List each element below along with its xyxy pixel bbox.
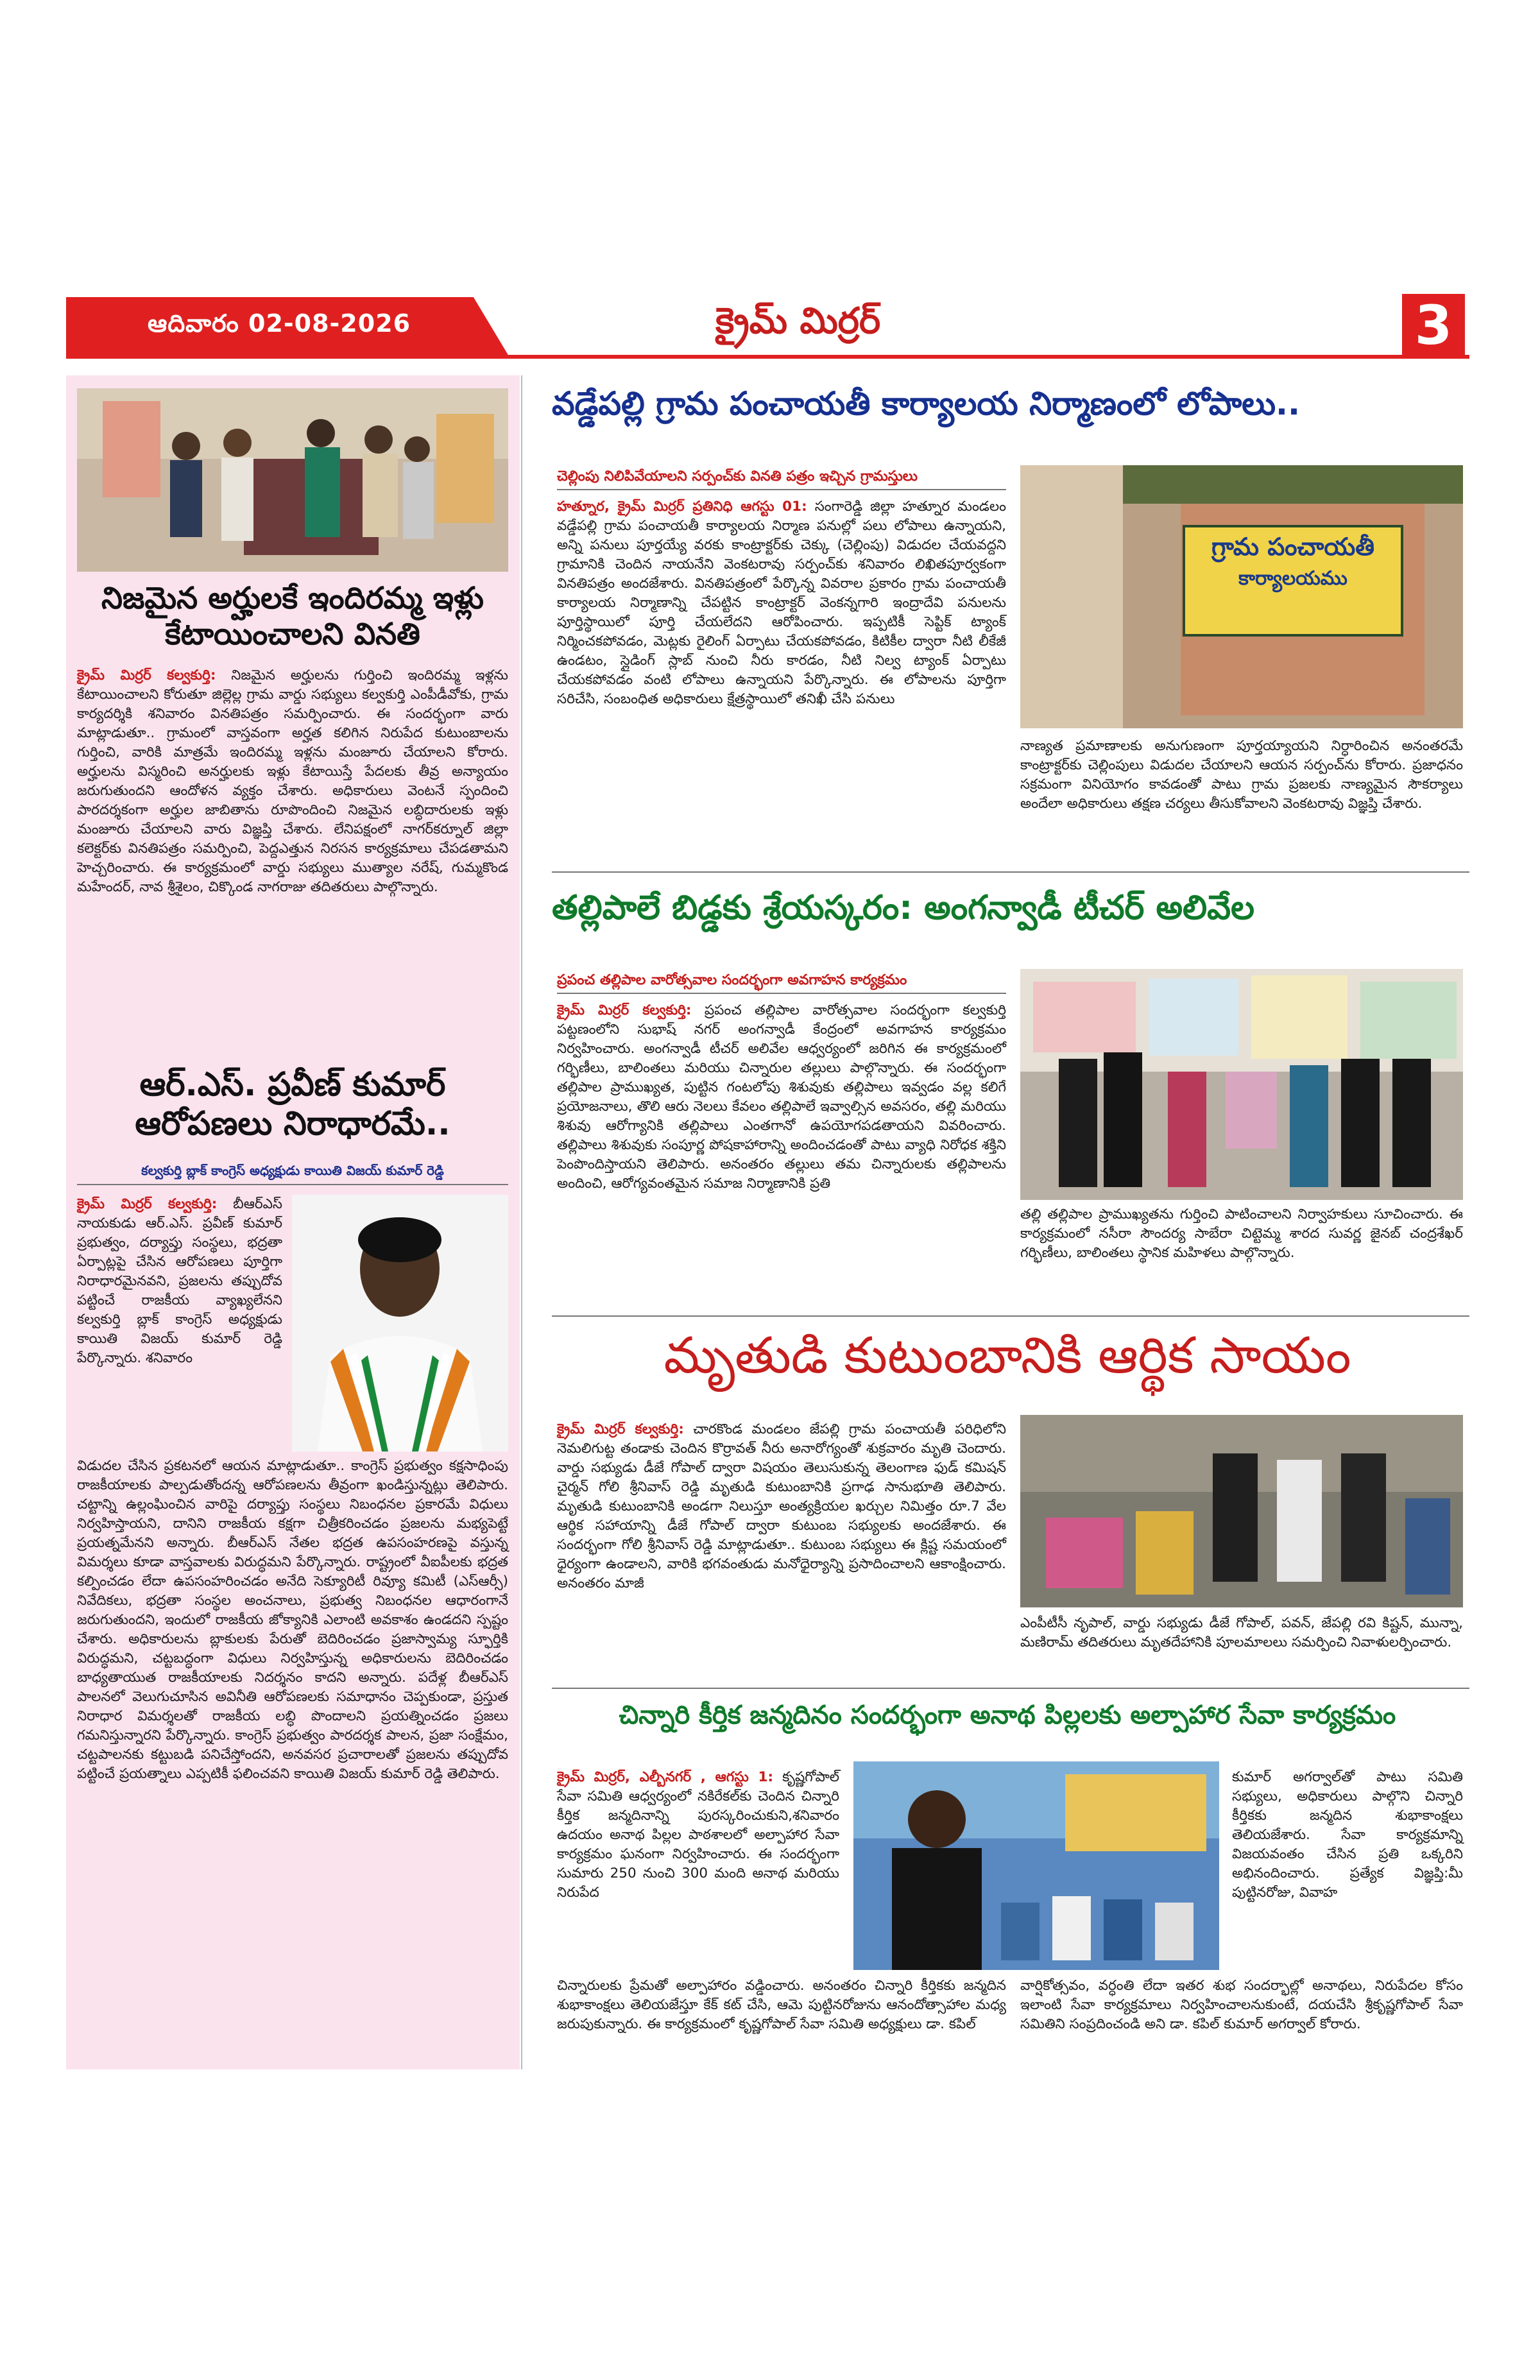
section-rule: [552, 871, 1469, 873]
story-body-breakfast-col2b: [1020, 1976, 1463, 2034]
story-text: సంగారెడ్డి జిల్లా హత్నూర మండలం వడ్డేపల్లి గ్రామ పంచాయతీ కార్యాలయ నిర్మాణ పనుల్లో పలు లోపాలు ఉన్నాయని, అన్ని పనులు పూర్తయ్యే వరకు కాంట్రాక్టర్‌కు చెక్కు (చెల్లింపు) విడుదల చేయవద్దని గ్రామానికి చెందిన నాయనేని వెంకటరావు సర్పంచ్‌కు శనివారం లిఖితపూర్వకంగా వినతిపత్రం అందజేశారు. వినతిపత్రంలో పేర్కొన్న వివరాల ప్రకారం గ్రామ పంచాయతీ కార్యాలయ నిర్మాణాన్ని చేపట్టిన కాంట్రాక్టర్ వెంకన్నగారి ఇంద్రాదేవి పనులను పూర్తిస్థాయిలో పూర్తి చేయలేదని ఆరోపించారు. ఇప్పటికీ సెప్టిక్ ట్యాంక్ నిర్మించకపోవడం, మెట్లకు రైలింగ్ ఏర్పాటు చేయకపోవడం, కిటికీల ద్వారా నీటి లీకేజీ ఉండటం, స్లైడింగ్ స్లాబ్ నుంచి నీరు కారడం, నీటి నిల్వ ట్యాంక్ ఏర్పాటు చేయకపోవడం వంటి లోపాలు ఉన్నాయని పేర్కొన్నారు. ఈ లోపాలను పూర్తిగా సరిచేసి, సంబంధిత అధికారులు క్షేత్రస్థాయిలో తనిఖీ చేసి పనులు: [557, 499, 1006, 707]
story-text: నాణ్యత ప్రమాణాలకు అనుగుణంగా పూర్తయ్యాయని నిర్ధారించిన అనంతరమే కాంట్రాక్టర్‌కు చెల్లింపులు విడుదల చేయాలని ఆయన సర్పంచ్‌ను కోరారు. ప్రజాధనం సక్రమంగా వినియోగం కావడంతో పాటు గ్రామ ప్రజలకు నాణ్యమైన సౌకర్యాలు అందేలా అధికారులు తక్షణ చర్యలు తీసుకోవాలని వెంకటరావు విజ్ఞప్తి చేశారు.: [1020, 738, 1463, 812]
story-headline-breastfeeding: తల్లిపాలే బిడ్డకు శ్రేయస్కరం: అంగన్వాడీ టీచర్ అలివేల: [552, 889, 1254, 927]
sign-line-1: గ్రామ పంచాయతీ: [1211, 533, 1375, 561]
story-body-breakfast-col1b: [557, 1976, 1006, 2034]
story-subhead-allegations: కల్వకుర్తి బ్లాక్ కాంగ్రెస్ అధ్యక్షుడు కాయితి విజయ్ కుమార్ రెడ్డి: [141, 1163, 444, 1178]
sign-text: [1190, 533, 1396, 594]
story-body-panchayat: [557, 497, 1006, 709]
story-text: ఎంపీటీసీ నృపాల్, వార్డు సభ్యుడు డీజే గోపాల్, పవన్, జేపల్లి రవి కిష్టన్, మున్నా, మణిరామ్ తదితరులు మృతదేహానికి పూలమాలలు సమర్పించి నివాళులర్పించారు.: [1020, 1615, 1463, 1650]
masthead-logo-text: క్రైమ్ మిర్రర్: [715, 300, 881, 342]
story-text: వార్షికోత్సవం, వర్ధంతి లేదా ఇతర శుభ సందర్భాల్లో అనాథలు, నిరుపేదల కోసం ఇలాంటి సేవా కార్యక్రమాలు నిర్వహించాలనుకుంటే, దయచేసి శ్రీకృష్ణగోపాల్ సేవా సమితిని సంప్రదించండి అని డా. కపిల్ కుమార్ అగర్వాల్ కోరారు.: [1020, 1978, 1463, 2032]
story-text: బీఆర్ఎస్ నాయకుడు ఆర్.ఎస్. ప్రవీణ్ కుమార్ ప్రభుత్వం, దర్యాప్తు సంస్థలు, భద్రతా ఏర్పాట్లపై చేసిన ఆరోపణలు పూర్తిగా నిరాధారమైనవని, ప్రజలను తప్పుదోవ పట్టించే రాజకీయ వ్యాఖ్యలేనని కల్వకుర్తి బ్లాక్ కాంగ్రెస్ అధ్యక్షుడు కాయితి విజయ్ కుమార్ రెడ్డి పేర్కొన్నారు. శనివారం: [77, 1196, 282, 1366]
story-headline-housing: నిజమైన అర్హులకే ఇందిరమ్మ ఇళ్లు కేటాయించాలని వినతి: [101, 581, 484, 653]
header-rule: [66, 355, 1469, 359]
section-rule: [552, 1315, 1469, 1317]
story-body-breastfeeding-cont: [1020, 1205, 1463, 1263]
subhead-rule: [557, 489, 1006, 490]
story-body-breakfast-col2a: [1232, 1768, 1463, 1903]
column-divider: [521, 375, 522, 2069]
portrait-photo-congress-leader: [292, 1195, 508, 1451]
story-text: నిజమైన అర్హులను గుర్తించి ఇందిరమ్మ ఇళ్లను కేటాయించాలని కోరుతూ జిల్లెల్ల గ్రామ వార్డు సభ్యులు కల్వకుర్తి ఎంపీడీవోకు, గ్రామ కార్యదర్శికి శనివారం వినతిపత్రం సమర్పించారు. ఈ సందర్భంగా వారు మాట్లాడుతూ.. గ్రామంలో వాస్తవంగా అర్హత కలిగిన నిరుపేద కుటుంబాలను గుర్తించి, వారికి మాత్రమే ఇందిరమ్మ ఇళ్లను మంజూరు చేయాలని కోరారు. అర్హులను విస్మరించి అనర్హులకు ఇళ్లు కేటాయిస్తే పేదలకు తీవ్ర అన్యాయం జరుగుతుందని ఆందోళన వ్యక్తం చేశారు. అధికారులు వెంటనే స్పందించి పారదర్శకంగా అర్హుల జాబితాను రూపొందించి నిజమైన లబ్ధిదారులకు ఇళ్లు మంజూరు చేయాలని వారు విజ్ఞప్తి చేశారు. లేనిపక్షంలో నాగర్‌కర్నూల్ జిల్లా కలెక్టర్‌కు వినతిపత్రం సమర్పించి, పెద్దఎత్తున నిరసన కార్యక్రమాలు చేపడతామని హెచ్చరించారు. ఈ కార్యక్రమంలో వార్డు సభ్యులు ముత్యాల నరేష్, గుమ్మకొండ మహేందర్, నావ శ్రీశైలం, చిక్కొండ నాగరాజు తదితరులు పాల్గొన్నారు.: [77, 667, 508, 895]
story-text: తల్లి తల్లిపాల ప్రాముఖ్యతను గుర్తించి పాటించాలని నిర్వాహకులు సూచించారు. ఈ కార్యక్రమంలో నసీరా సౌందర్య సాబేరా చిట్టెమ్మ శారద సువర్ణ జైనబ్ చంద్రశేఖర్ గర్భిణీలు, బాలింతలు స్థానిక మహిళలు పాల్గొన్నారు.: [1020, 1206, 1463, 1261]
story-subhead-panchayat: చెల్లింపు నిలిపివేయాలని సర్పంచ్‌కు వినతి పత్రం ఇచ్చిన గ్రామస్తులు: [557, 468, 918, 484]
sign-line-2: కార్యాలయము: [1238, 567, 1348, 590]
subhead-rule: [77, 1184, 508, 1185]
byline: క్రైమ్ మిర్రర్ కల్వకుర్తి:: [77, 667, 216, 683]
story-text: కృష్ణగోపాల్ సేవా సమితి ఆధ్వర్యంలో నకిరేకల్‌కు చెందిన చిన్నారి కీర్తిక జన్మదినాన్ని పురస్కరించుకుని,శనివారం ఉదయం అనాథ పిల్లల పాఠశాలలో అల్పాహార సేవా కార్యక్రమం ఘనంగా నిర్వహించారు. ఈ సందర్భంగా సుమారు 250 నుంచి 300 మంది అనాథ మరియు నిరుపేద: [557, 1769, 839, 1901]
story-text: విడుదల చేసిన ప్రకటనలో ఆయన మాట్లాడుతూ.. కాంగ్రెస్ ప్రభుత్వం కక్షసాధింపు రాజకీయాలకు పాల్పడుతోందన్న ఆరోపణలను తీవ్రంగా ఖండిస్తున్నట్లు తెలిపారు. చట్టాన్ని ఉల్లంఘించిన వారిపై దర్యాప్తు సంస్థలు నిబంధనల ప్రకారమే విధులు నిర్వహిస్తాయని, దానిని రాజకీయ కక్షగా చిత్రీకరించడం ప్రజలను మభ్యపెట్టే ప్రయత్నమేనని అన్నారు. బీఆర్ఎస్ నేతల భద్రత ఉపసంహరణపై వస్తున్న విమర్శలు కూడా వాస్తవాలకు విరుద్ధమని పేర్కొన్నారు. రాష్ట్రంలో వీఐపీలకు భద్రత కల్పించడం లేదా ఉపసంహరించడం అనేది సెక్యూరిటీ రివ్యూ కమిటీ (ఎస్ఆర్సీ) నివేదికలు, భద్రతా సంస్థల అంచనాలు, ప్రభుత్వ నిబంధనల ఆధారంగానే జరుగుతుందని, ఇందులో రాజకీయ జోక్యానికి ఎలాంటి అవకాశం ఉండదని స్పష్టం చేశారు. అధికారులను బ్లాకులకు పేరుతో బెదిరించడం ప్రజాస్వామ్య స్ఫూర్తికి విరుద్ధమని, చట్టబద్ధంగా విధులు నిర్వహిస్తున్న అధికారులను బెదిరించడం బాధ్యతాయుత రాజకీయాలకు నిదర్శనం కాదని అన్నారు. పదేళ్ల బీఆర్ఎస్ పాలనలో వెలుగుచూసిన అవినీతి ఆరోపణలకు సమాధానం చెప్పకుండా, ప్రస్తుత నిరాధార విమర్శలతో రాజకీయ లబ్ధి పొందాలని ప్రయత్నించడం ప్రజలు గమనిస్తున్నారని పేర్కొన్నారు. కాంగ్రెస్ ప్రభుత్వం పారదర్శక పాలన, ప్రజా సంక్షేమం, చట్టపాలనకు కట్టుబడి పనిచేస్తోందని, అనవసర ప్రచారాలతో ప్రజలను తప్పుదోవ పట్టించే ప్రయత్నాలు ఎప్పటికీ ఫలించవని కాయితి విజయ్ కుమార్ రెడ్డి తెలిపారు.: [77, 1458, 508, 1782]
story-text: కుమార్ అగర్వాల్‌తో పాటు సమితి సభ్యులు, అధికారులు పాల్గొని చిన్నారి కీర్తికకు జన్మదిన శుభాకాంక్షలు తెలియజేశారు. సేవా కార్యక్రమాన్ని విజయవంతం చేసిన ప్రతి ఒక్కరిని అభినందించారు. ప్రత్యేక విజ్ఞప్తి:మీ పుట్టినరోజు, వివాహ: [1232, 1769, 1463, 1901]
story-photo-housing-petition: [77, 388, 508, 572]
byline: క్రైమ్ మిర్రర్ కల్వకుర్తి:: [557, 1421, 684, 1437]
story-headline-allegations: ఆర్.ఎస్. ప్రవీణ్ కుమార్ ఆరోపణలు నిరాధారమే..: [135, 1066, 450, 1143]
byline: క్రైమ్ మిర్రర్, ఎల్బీనగర్ , ఆగస్టు 1:: [557, 1769, 774, 1785]
byline: హత్నూర, క్రైమ్ మిర్రర్ ప్రతినిధి ఆగస్టు 01:: [557, 499, 807, 515]
story-body-panchayat-cont: [1020, 737, 1463, 814]
story-body-allegations: [77, 1457, 508, 1784]
story-headline-breakfast-seva: చిన్నారి కీర్తిక జన్మదినం సందర్భంగా అనాథ పిల్లలకు అల్పాహార సేవా కార్యక్రమం: [619, 1700, 1396, 1730]
story-body-breakfast-col1a: [557, 1768, 839, 1903]
story-photo-aid-handover: [1020, 1415, 1463, 1607]
story-body-breastfeeding: [557, 1001, 1006, 1194]
story-photo-anganwadi: [1020, 969, 1463, 1200]
story-text: ప్రపంచ తల్లిపాల వారోత్సవాల సందర్భంగా కల్వకుర్తి పట్టణంలోని సుభాష్ నగర్ అంగన్వాడీ కేంద్రంలో అవగాహన కార్యక్రమం నిర్వహించారు. అంగన్వాడీ టీచర్ అలివేల ఆధ్వర్యంలో జరిగిన ఈ కార్యక్రమంలో గర్భిణీలు, బాలింతలు మరియు చిన్నారుల తల్లులు పాల్గొన్నారు. ఈ సందర్భంగా తల్లిపాల ప్రాముఖ్యత, పుట్టిన గంటలోపు శిశువుకు తల్లిపాలు ఇవ్వడం వల్ల కలిగే ప్రయోజనాలు, తొలి ఆరు నెలలు కేవలం తల్లిపాలే ఇవ్వాల్సిన అవసరం, తల్లి మరియు శిశువు ఆరోగ్యానికి తల్లిపాలు ఎంతగానో ఉపయోగపడతాయని వివరించారు. తల్లిపాలు శిశువుకు సంపూర్ణ పోషకాహారాన్ని అందించడంతో పాటు వ్యాధి నిరోధక శక్తిని పెంపొందిస్తాయని తెలిపారు. అనంతరం తల్లులు తమ చిన్నారులకు తల్లిపాలను అందించి, ఆరోగ్యవంతమైన సమాజ నిర్మాణానికి ప్రతి: [557, 1002, 1006, 1192]
story-photo-breakfast-seva: [853, 1761, 1219, 1970]
story-body-financial-aid: [557, 1420, 1006, 1593]
byline: క్రైమ్ మిర్రర్ కల్వకుర్తి:: [77, 1196, 218, 1212]
page-number: 3: [1402, 294, 1465, 357]
masthead-logo: [715, 300, 880, 351]
story-photo-panchayat-sign: [1020, 465, 1463, 728]
story-headline-panchayat: వడ్డేపల్లి గ్రామ పంచాయతీ కార్యాలయ నిర్మాణంలో లోపాలు..: [552, 385, 1301, 422]
byline: క్రైమ్ మిర్రర్ కల్వకుర్తి:: [557, 1002, 692, 1018]
story-body-financial-aid-cont: [1020, 1614, 1463, 1652]
section-rule: [552, 1688, 1469, 1689]
story-body-allegations-top: [77, 1195, 282, 1368]
story-text: చారకొండ మండలం జేపల్లి గ్రామ పంచాయతీ పరిధిలోని నెమలిగుట్ట తండాకు చెందిన కొర్రావత్ నీరు అనారోగ్యంతో శుక్రవారం మృతి చెందారు. వార్డు సభ్యుడు డీజే గోపాల్ ద్వారా విషయం తెలుసుకున్న తెలంగాణ ఫుడ్ కమిషన్ చైర్మన్ గోలి శ్రీనివాస్ రెడ్డి మృతుడి కుటుంబానికి ప్రగాఢ సానుభూతి తెలిపారు. మృతుడి కుటుంబానికి అండగా నిలుస్తూ అంత్యక్రియల ఖర్చుల నిమిత్తం రూ.7 వేల ఆర్థిక సహాయాన్ని డీజే గోపాల్ ద్వారా కుటుంబ సభ్యులకు అందజేశారు. ఈ సందర్భంగా గోలి శ్రీనివాస్ రెడ్డి మాట్లాడుతూ.. కుటుంబ సభ్యులు ఈ క్లిష్ట సమయంలో ధైర్యంగా ఉండాలని, వారికి భగవంతుడు మనోధైర్యాన్ని ప్రసాదించాలని ఆకాంక్షించారు. అనంతరం మాజీ: [557, 1421, 1006, 1591]
subhead-rule: [557, 993, 1006, 994]
story-text: చిన్నారులకు ప్రేమతో అల్పాహారం వడ్డించారు. అనంతరం చిన్నారి కీర్తికకు జన్మదిన శుభాకాంక్షలు తెలియజేస్తూ కేక్ కట్ చేసి, ఆమె పుట్టినరోజును ఆనందోత్సాహాల మధ్య జరుపుకున్నారు. ఈ కార్యక్రమంలో కృష్ణగోపాల్ సేవా సమితి అధ్యక్షులు డా. కపిల్: [557, 1978, 1006, 2032]
issue-date: ఆదివారం 02-08-2026: [148, 309, 411, 338]
story-subhead-breastfeeding: ప్రపంచ తల్లిపాల వారోత్సవాల సందర్భంగా అవగాహన కార్యక్రమం: [557, 972, 907, 988]
story-headline-financial-aid: మృతుడి కుటుంబానికి ఆర్థిక సాయం: [663, 1327, 1351, 1385]
story-body-housing: [77, 666, 508, 897]
